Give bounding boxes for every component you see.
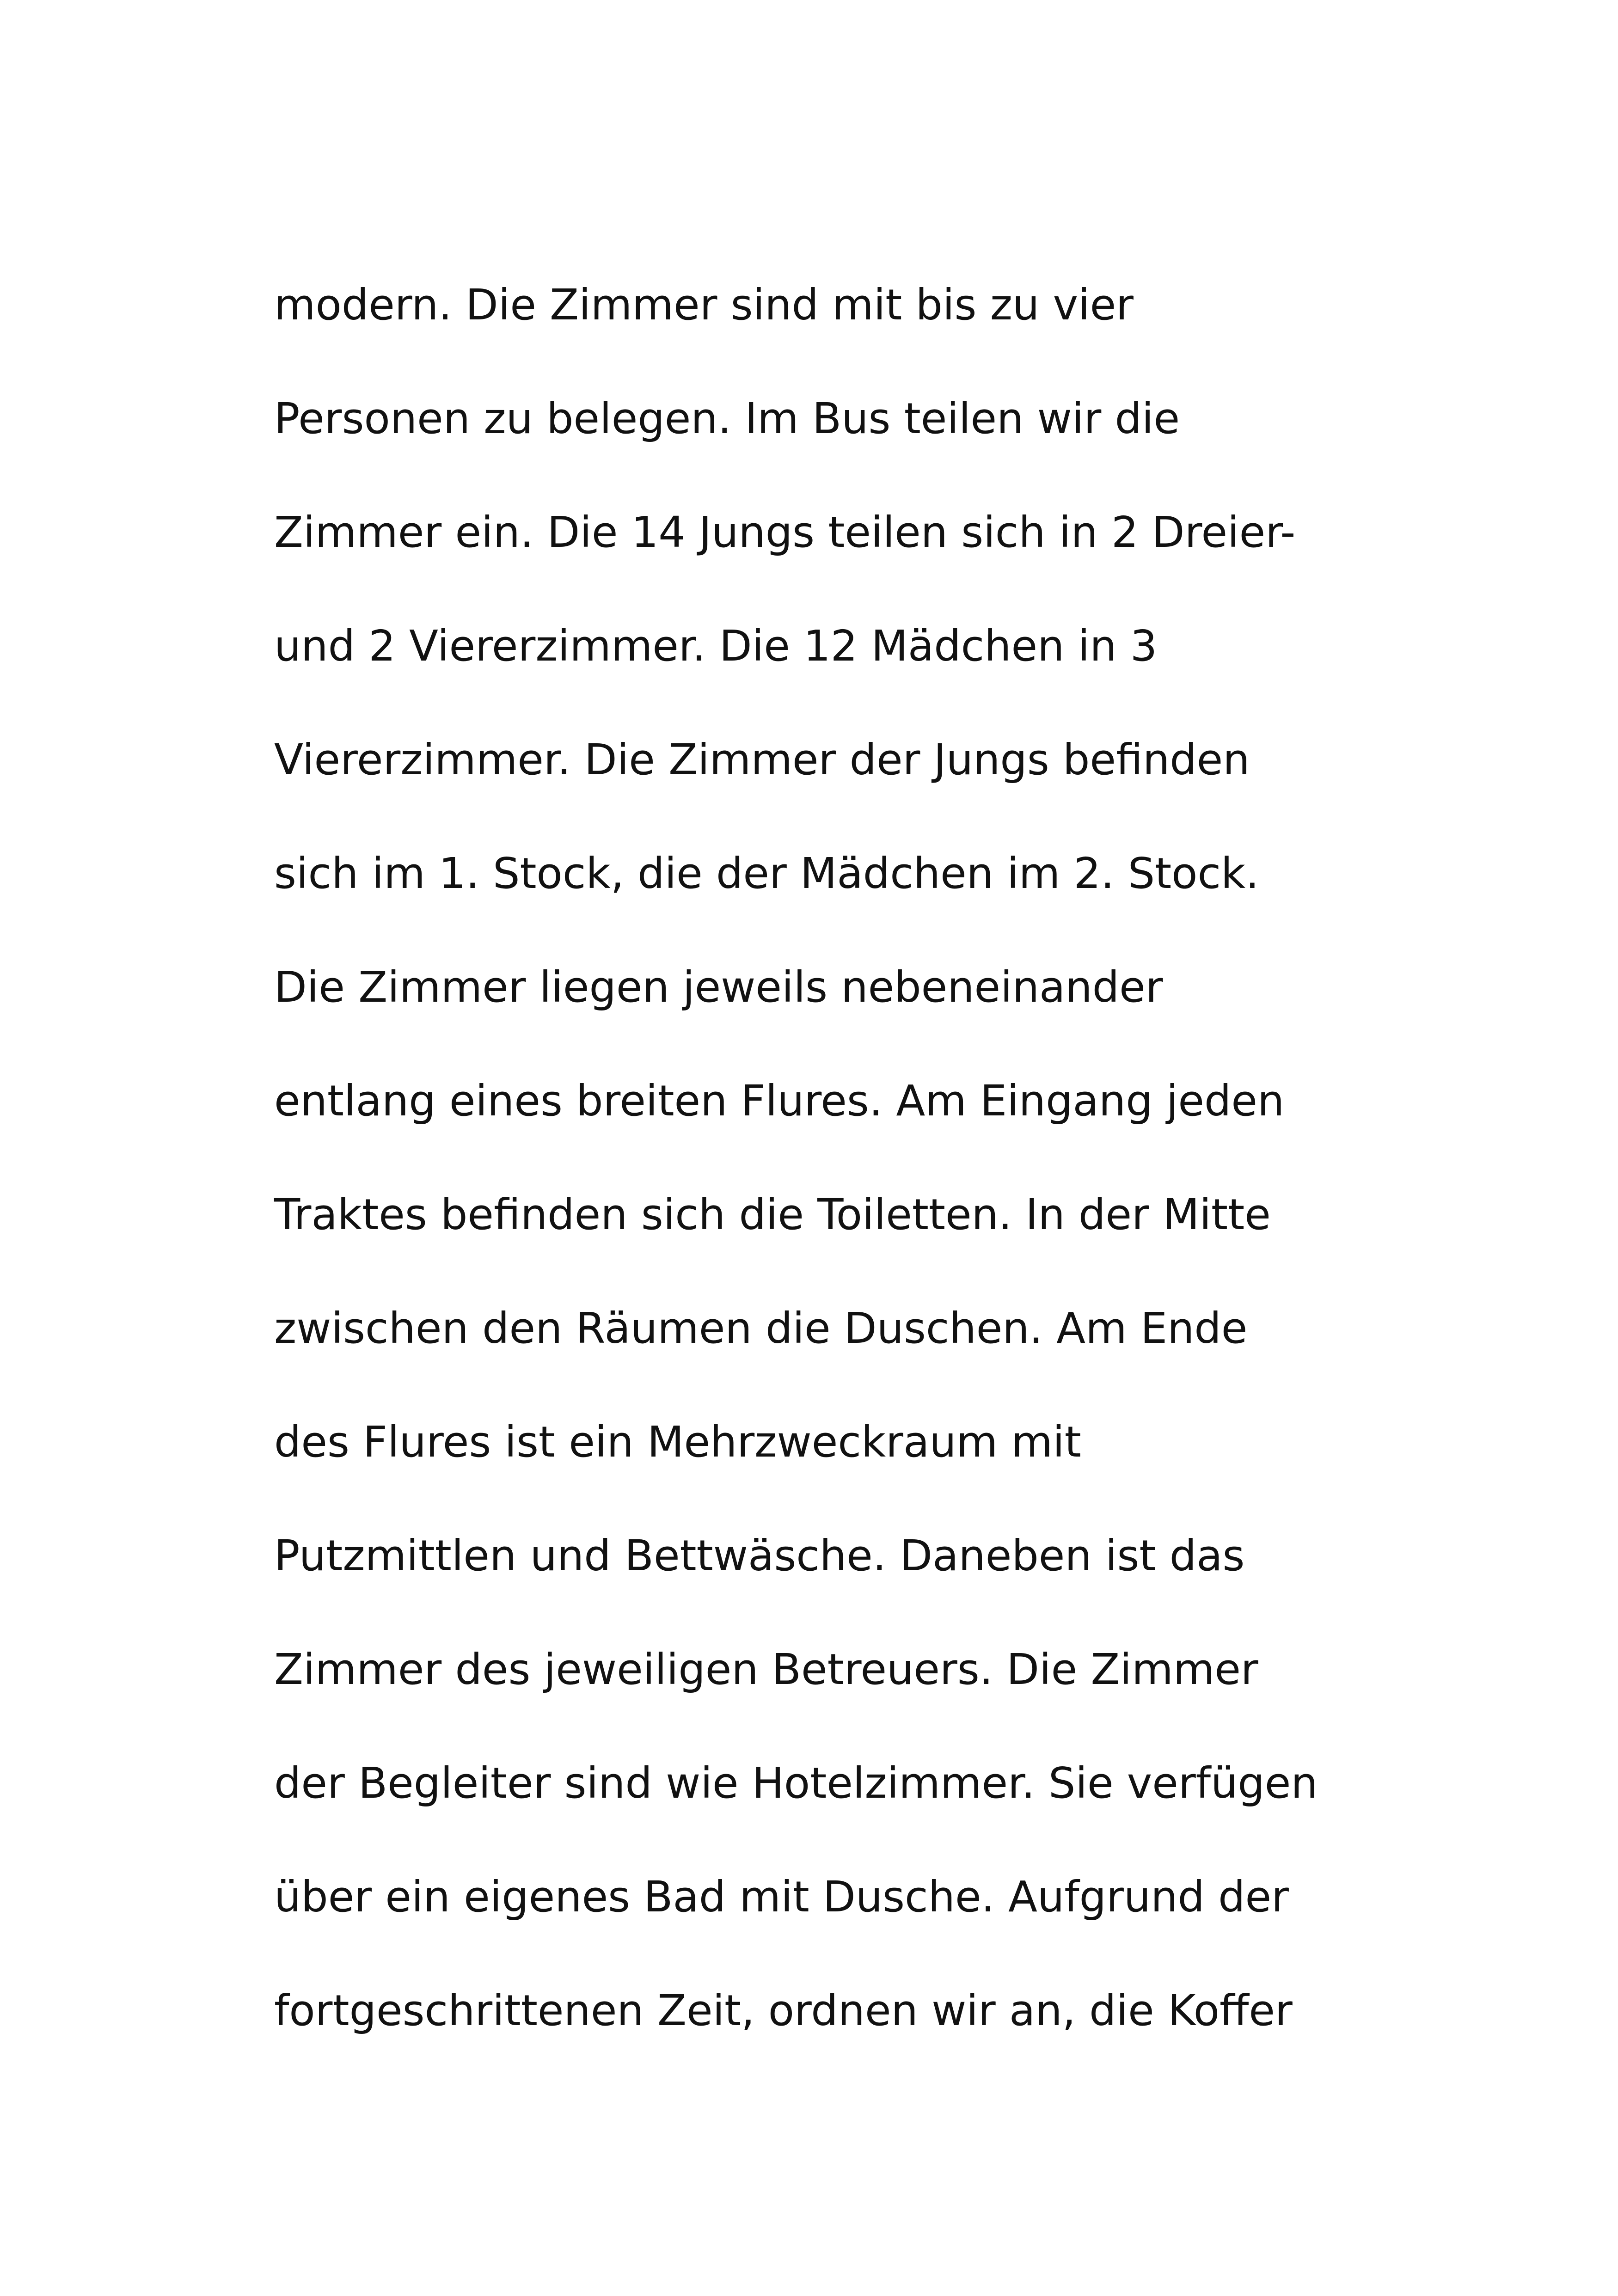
text-line: über ein eigenes Bad mit Dusche. Aufgrund der [274, 1872, 1289, 1922]
text-line: und 2 Viererzimmer. Die 12 Mädchen in 3 [274, 621, 1158, 671]
text-line: modern. Die Zimmer sind mit bis zu vier [274, 280, 1134, 330]
body-text [274, 259, 1476, 2078]
text-line: sich im 1. Stock, die der Mädchen im 2. Stock. [274, 849, 1259, 898]
text-line: der Begleiter sind wie Hotelzimmer. Sie verfügen [274, 1758, 1318, 1808]
text-line: zwischen den Räumen die Duschen. Am Ende [274, 1304, 1248, 1353]
text-line: Zimmer ein. Die 14 Jungs teilen sich in 2 Dreier- [274, 508, 1296, 557]
text-line: Viererzimmer. Die Zimmer der Jungs befinden [274, 735, 1250, 784]
text-line: Putzmittlen und Bettwäsche. Daneben ist das [274, 1531, 1245, 1580]
text-line: des Flures ist ein Mehrzweckraum mit [274, 1417, 1081, 1467]
text-line: fortgeschrittenen Zeit, ordnen wir an, die Koffer [274, 1986, 1293, 2035]
text-line: Zimmer des jeweiligen Betreuers. Die Zimmer [274, 1645, 1258, 1694]
text-line: Die Zimmer liegen jeweils nebeneinander [274, 962, 1163, 1012]
text-line: entlang eines breiten Flures. Am Eingang jeden [274, 1076, 1285, 1126]
text-line: Traktes befinden sich die Toiletten. In der Mitte [274, 1190, 1271, 1239]
text-line: Personen zu belegen. Im Bus teilen wir die [274, 394, 1180, 443]
